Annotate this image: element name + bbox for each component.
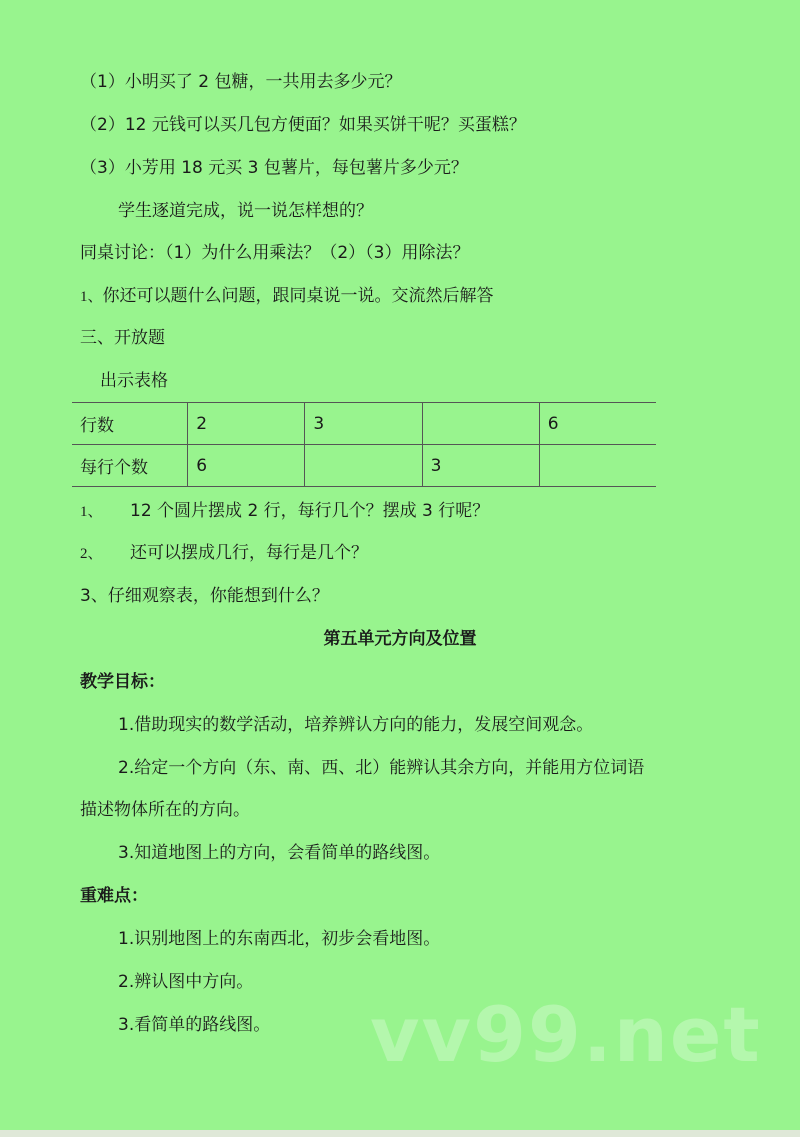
table-cell: 3: [305, 403, 422, 445]
arrangement-table: [72, 402, 656, 487]
exercise-item-3: 3、仔细观察表，你能想到什么？: [80, 586, 329, 606]
ask-questions-line: [80, 284, 494, 309]
table-cell: 6: [539, 403, 656, 445]
watermark: vv99.net: [370, 990, 762, 1079]
key-point-2: 2.辨认图中方向。: [118, 972, 254, 992]
students-instruction: 学生逐道完成，说一说怎样想的？: [118, 201, 373, 221]
page-bottom-edge: [0, 1130, 800, 1137]
unit-title: 第五单元方向及位置: [323, 629, 477, 649]
item-1-number: 1、: [80, 504, 103, 520]
ask-number: 1、: [80, 289, 103, 305]
table-cell: 6: [188, 445, 305, 487]
question-1: （1）小明买了 2 包糖，一共用去多少元？: [80, 72, 402, 92]
item-2-text: 还可以摆成几行，每行是几个？: [130, 543, 368, 563]
table-cell: [422, 403, 539, 445]
table-cell: 3: [422, 445, 539, 487]
question-3: （3）小芳用 18 元买 3 包薯片，每包薯片多少元？: [80, 158, 468, 178]
section-heading-open-questions: 三、开放题: [80, 328, 165, 348]
key-point-3: 3.看简单的路线图。: [118, 1015, 271, 1035]
teaching-goals-heading: 教学目标：: [80, 672, 165, 692]
key-points-heading: 重难点：: [80, 886, 148, 906]
exercise-item-2: [80, 541, 368, 566]
ask-text: 你还可以题什么问题，跟同桌说一说。交流然后解答: [102, 286, 494, 306]
item-1-text: 12 个圆片摆成 2 行，每行几个？摆成 3 行呢？: [130, 501, 490, 521]
goal-2-line-2: 描述物体所在的方向。: [80, 800, 250, 820]
table-cell: [305, 445, 422, 487]
table-cell: [539, 445, 656, 487]
item-2-number: 2、: [80, 546, 103, 562]
table-cell: 行数: [72, 403, 188, 445]
show-table-label: 出示表格: [100, 371, 168, 391]
goal-1: 1.借助现实的数学活动，培养辨认方向的能力，发展空间观念。: [118, 715, 594, 735]
goal-2-line-1: 2.给定一个方向（东、南、西、北）能辨认其余方向，并能用方位词语: [118, 758, 645, 778]
table-cell: 每行个数: [72, 445, 188, 487]
pair-discussion: 同桌讨论：（1）为什么用乘法？（2）（3）用除法？: [80, 243, 470, 263]
exercise-item-1: [80, 499, 489, 524]
goal-3: 3.知道地图上的方向，会看简单的路线图。: [118, 843, 441, 863]
question-2: （2）12 元钱可以买几包方便面？如果买饼干呢？买蛋糕？: [80, 115, 526, 135]
table-row: [72, 445, 656, 487]
table-cell: 2: [188, 403, 305, 445]
table-row: [72, 403, 656, 445]
key-point-1: 1.识别地图上的东南西北，初步会看地图。: [118, 929, 441, 949]
